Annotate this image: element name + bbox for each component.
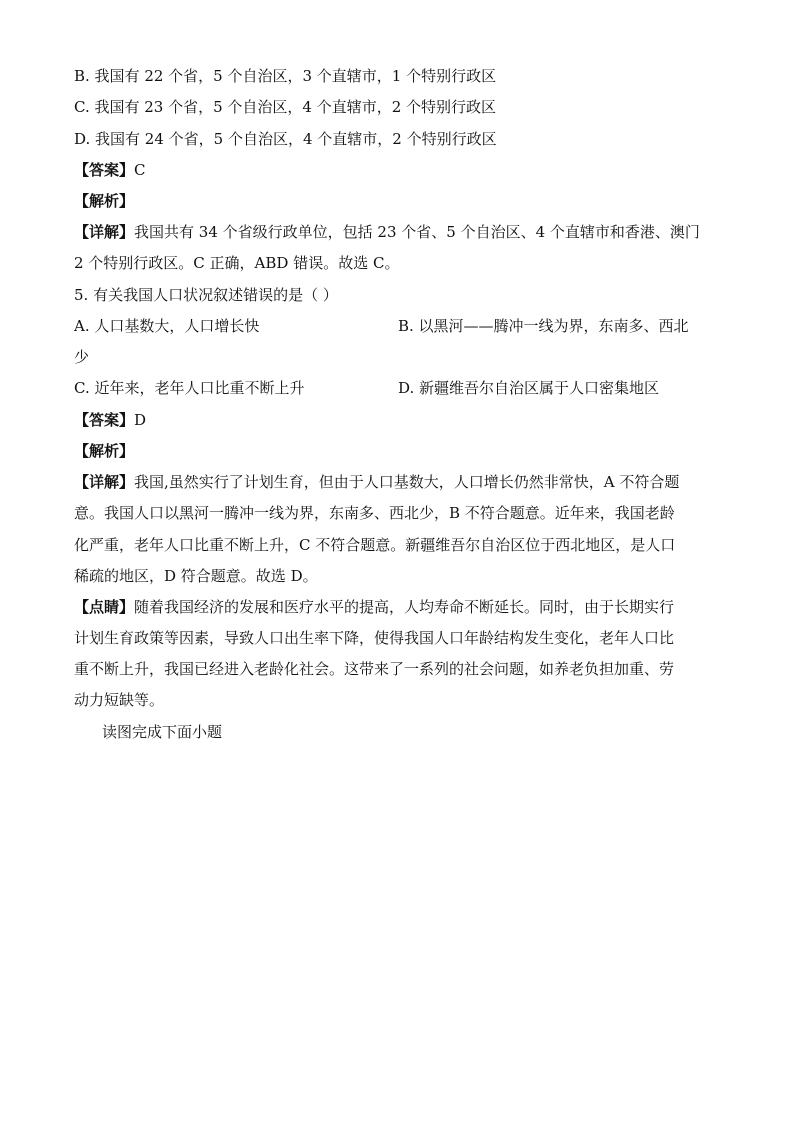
q5-answer xyxy=(74,410,146,430)
q4-option-d: D. 我国有 24 个省，5 个自治区，4 个直辖市，2 个特别行政区 xyxy=(74,130,497,148)
q5-option-b-cont: 少 xyxy=(74,348,90,366)
q4-option-b: B. 我国有 22 个省，5 个自治区，3 个直辖市，1 个特别行政区 xyxy=(74,67,497,85)
detail-label: 【详解】 xyxy=(74,473,135,491)
q5-detail-line1 xyxy=(74,472,679,492)
next-question-prompt: 读图完成下面小题 xyxy=(102,723,223,741)
q5-comment-line4: 动力短缺等。 xyxy=(74,691,165,709)
answer-value: D xyxy=(134,411,147,429)
q4-answer xyxy=(74,160,146,180)
answer-label: 【答案】 xyxy=(74,411,135,429)
q5-detail-line4: 稀疏的地区，D 符合题意。故选 D。 xyxy=(74,567,318,585)
q5-comment-line1 xyxy=(74,597,674,617)
q5-comment-line3: 重不断上升，我国已经进入老龄化社会。这带来了一系列的社会问题，如养老负担加重、劳 xyxy=(74,660,675,678)
q4-option-c: C. 我国有 23 个省，5 个自治区，4 个直辖市，2 个特别行政区 xyxy=(74,98,497,116)
detail-text: 我国共有 34 个省级行政单位，包括 23 个省、5 个自治区、4 个直辖市和香港、澳门 xyxy=(134,223,700,241)
comment-text: 随着我国经济的发展和医疗水平的提高，人均寿命不断延长。同时，由于长期实行 xyxy=(134,598,675,616)
q5-detail-line2: 意。我国人口以黑河一腾冲一线为界，东南多、西北少，B 不符合题意。近年来，我国老龄 xyxy=(74,504,675,522)
answer-value: C xyxy=(134,161,146,179)
answer-label: 【答案】 xyxy=(74,161,135,179)
q5-option-d: D. 新疆维吾尔自治区属于人口密集地区 xyxy=(398,379,660,397)
q5-analysis: 【解析】 xyxy=(74,442,135,460)
q4-detail-line2: 2 个特别行政区。C 正确，ABD 错误。故选 C。 xyxy=(74,254,400,272)
q5-option-b: B. 以黑河——腾冲一线为界，东南多、西北 xyxy=(398,317,689,335)
q5-stem: 5. 有关我国人口状况叙述错误的是（ ） xyxy=(74,286,338,304)
q5-comment-line2: 计划生育政策等因素，导致人口出生率下降，使得我国人口年龄结构发生变化，老年人口比 xyxy=(74,629,675,647)
q5-detail-line3: 化严重，老年人口比重不断上升，C 不符合题意。新疆维吾尔自治区位于西北地区，是人口 xyxy=(74,536,676,554)
comment-label: 【点睛】 xyxy=(74,598,135,616)
q5-option-a: A. 人口基数大，人口增长快 xyxy=(74,317,260,335)
detail-label: 【详解】 xyxy=(74,223,135,241)
q4-detail-line1 xyxy=(74,222,700,242)
detail-text: 我国,虽然实行了计划生育，但由于人口基数大，人口增长仍然非常快，A 不符合题 xyxy=(134,473,680,491)
q5-option-c: C. 近年来，老年人口比重不断上升 xyxy=(74,379,305,397)
q4-analysis: 【解析】 xyxy=(74,192,135,210)
